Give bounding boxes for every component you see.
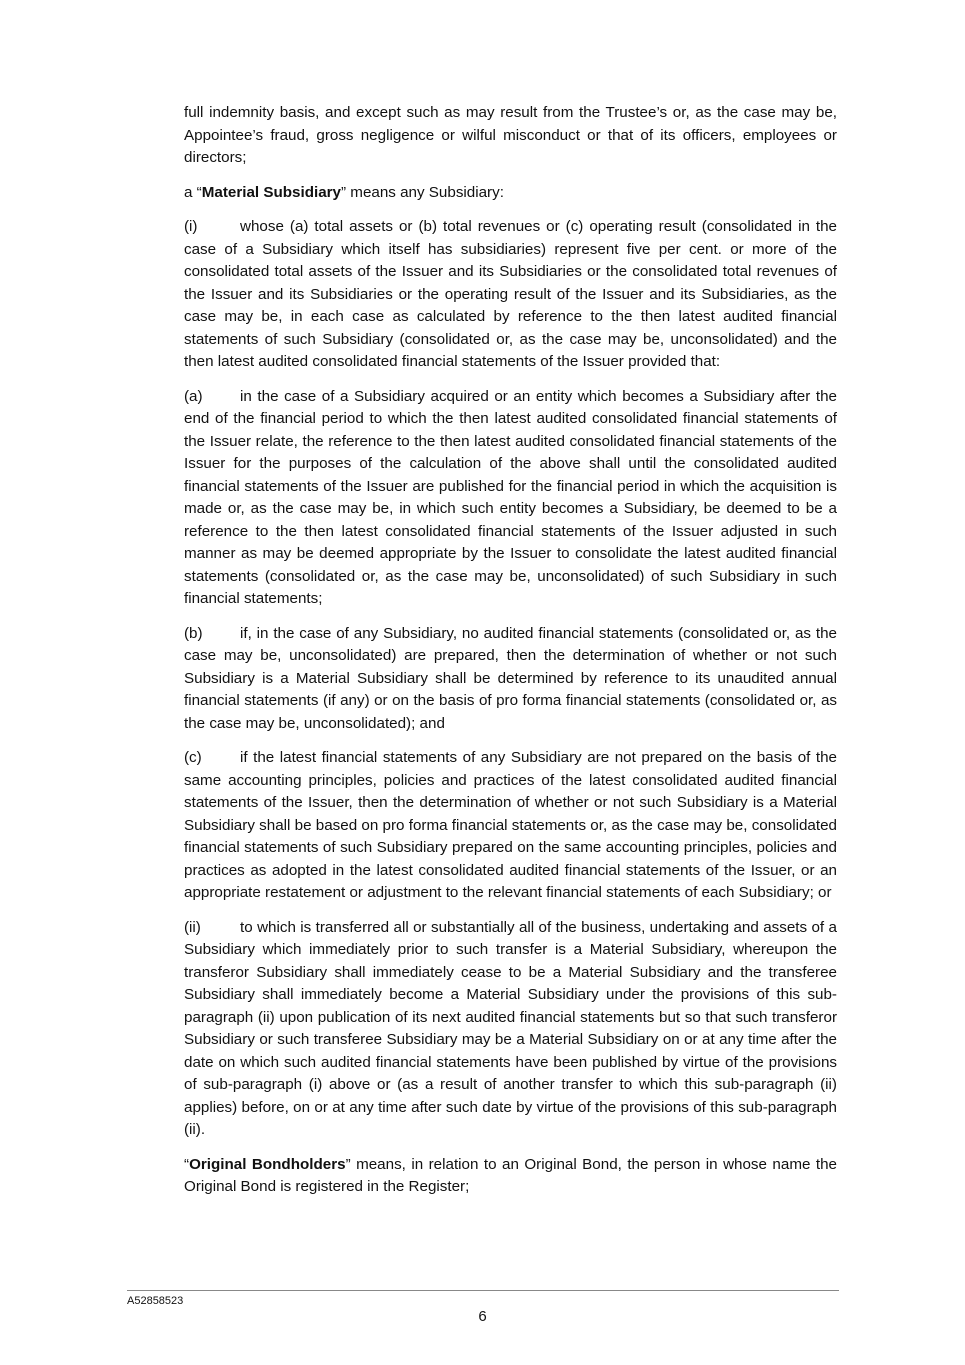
clause-text: in the case of a Subsidiary acquired or an entity which becomes a Subsidiary after the end of the financial period to which the then latest audited consolidated financial statements of the Issuer relate, the reference to the then latest audited consolidated financial statements of the Issuer for the purposes of the calculation of the above shall until the consolidated audited financial statements of the Issuer are published for the financial period in which the acquisition is made or, as the case may be, in which such entity becomes a Subsidiary, be deemed to be a reference to the then latest consolidated financial statements of the Issuer adjusted in such manner as may be deemed appropriate by the Issuer to consolidate the latest audited financial statements (consolidated or, as the case may be, unconsolidated) of such Subsidiary in such financial statements; (184, 387, 837, 607)
clause-number: (c) (184, 749, 202, 766)
definition-suffix: ” means any Subsidiary: (341, 183, 504, 201)
clause-number: (ii) (184, 918, 201, 936)
page-number: 6 (478, 1308, 487, 1325)
clause-text: if the latest financial statements of any Subsidiary are not prepared on the basis of the same accounting principles, policies and practices of the latest consolidated audited financial statements of the Issuer, then the determination of whether or not such Subsidiary is a Material Subsidiary shall be based on pro forma financial statements or, as the case may be, consolidated financial statements of such Subsidiary prepared on the same accounting principles, policies and practices as adopted in the latest consolidated audited financial statements of the Issuer, or an appropriate restatement or adjustment to the relevant financial statements of each Subsidiary; or (184, 749, 837, 901)
clause-b (184, 623, 837, 736)
defined-term: Material Subsidiary (201, 183, 342, 201)
definition-prefix: “ (184, 1155, 190, 1173)
clause-ii (184, 917, 837, 1142)
definition-prefix: a “ (184, 183, 202, 201)
clause-text: if, in the case of any Subsidiary, no audited financial statements (consolidated or, as the case may be, unconsolidated) are prepared, then the determination of whether or not such Subsidiary is a Material Subsidiary shall be determined by reference to its unaudited annual financial statements (if any) or on the basis of pro forma financial statements (consolidated or, as the case may be, unconsolidated); and (184, 624, 837, 732)
document-reference: A52858523 (127, 1295, 184, 1307)
definition-material-subsidiary (184, 182, 837, 205)
clause-number: (i) (184, 218, 198, 235)
paragraph-indemnity: full indemnity basis, and except such as may result from the Trustee’s or, as the case may be, Appointee’s fraud, gross negligence or wilful misconduct or that of its officers, employees or directors; (184, 104, 837, 166)
clause-number: (a) (184, 387, 203, 405)
footer-divider (127, 1290, 839, 1291)
clause-number: (b) (184, 624, 203, 642)
defined-term: Original Bondholders (189, 1155, 346, 1173)
clause-i (184, 216, 837, 374)
clause-a (184, 386, 837, 611)
clause-c (184, 747, 837, 905)
clause-text: to which is transferred all or substantially all of the business, undertaking and assets of a Subsidiary which immediately prior to such transfer is a Material Subsidiary, whereupon the transferor Subsidiary shall immediately cease to be a Material Subsidiary and the transferee Subsidiary shall immediately become a Material Subsidiary under the provisions of this sub-paragraph (ii) upon publication of its next audited financial statements but so that such transferor Subsidiary or such transferee Subsidiary may be a Material Subsidiary on or at any time after the date on which such audited financial statements have been published by virtue of the provisions of sub-paragraph (i) above or (as a result of another transfer to which this sub-paragraph (ii) applies) before, on or at any time after such date by virtue of the provisions of this sub-paragraph (ii). (184, 918, 837, 1138)
definition-original-bondholders (184, 1154, 837, 1199)
clause-text: whose (a) total assets or (b) total revenues or (c) operating result (consolidated in the case of a Subsidiary which itself has subsidiaries) represent five per cent. or more of the consolidated total assets of the Issuer and its Subsidiaries or the consolidated total revenues of the Issuer and its Subsidiaries or the operating result of the Issuer and its Subsidiaries, as the case may be, in each case as calculated by reference to the then latest audited financial statements of such Subsidiary (consolidated or, as the case may be, unconsolidated) and the then latest audited consolidated financial statements of the Issuer provided that: (184, 218, 837, 370)
document-body (184, 102, 837, 1211)
definition-suffix: ” means, in relation to an Original Bond, the person in whose name the Original Bond is registered in the Register; (184, 1155, 837, 1195)
